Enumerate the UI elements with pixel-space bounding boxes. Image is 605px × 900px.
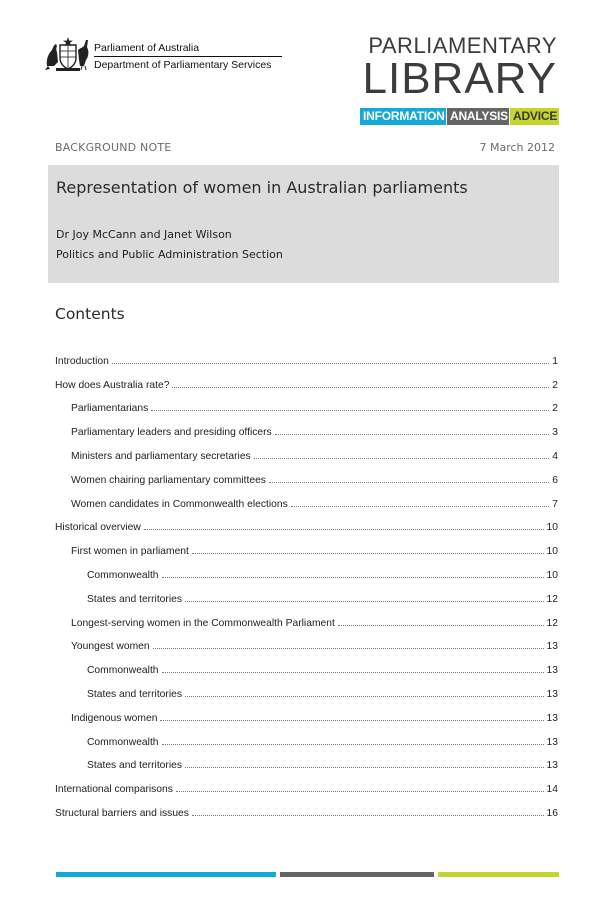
toc-entry-page: 4 — [552, 450, 558, 462]
toc-entry-title: Introduction — [55, 355, 109, 367]
note-type-label: BACKGROUND NOTE — [55, 141, 172, 154]
tag-information: INFORMATION — [360, 108, 446, 125]
org-divider — [94, 56, 282, 57]
toc-entry[interactable] — [55, 729, 558, 753]
toc-dot-leader — [160, 720, 543, 721]
toc-dot-leader — [176, 791, 544, 792]
title-panel — [48, 165, 559, 283]
toc-entry-page: 10 — [546, 546, 558, 558]
toc-entry-title: Longest-serving women in the Commonwealth Parliament — [71, 617, 335, 629]
toc-entry-page: 1 — [552, 355, 558, 367]
toc-entry[interactable] — [55, 467, 558, 491]
toc-dot-leader — [275, 434, 550, 435]
toc-dot-leader — [185, 601, 544, 602]
toc-entry-page: 16 — [546, 807, 558, 819]
toc-entry-page: 7 — [552, 498, 558, 510]
toc-entry-title: Women candidates in Commonwealth elections — [71, 498, 288, 510]
toc-dot-leader — [162, 577, 544, 578]
library-logo-line2: LIBRARY — [362, 54, 557, 103]
library-tagline — [359, 108, 559, 125]
toc-entry[interactable] — [55, 681, 558, 705]
toc-entry[interactable] — [55, 610, 558, 634]
toc-entry-page: 10 — [546, 569, 558, 581]
toc-dot-leader — [185, 767, 544, 768]
toc-dot-leader — [254, 458, 550, 459]
toc-entry-title: Commonwealth — [87, 569, 159, 581]
toc-entry-page: 13 — [546, 641, 558, 653]
toc-entry-page: 3 — [552, 427, 558, 439]
toc-entry[interactable] — [55, 396, 558, 420]
toc-dot-leader — [185, 696, 544, 697]
contents-heading: Contents — [55, 305, 125, 323]
toc-dot-leader — [112, 363, 549, 364]
toc-entry-title: Indigenous women — [71, 712, 158, 724]
toc-entry[interactable] — [55, 753, 558, 777]
library-logo-line1: PARLIAMENTARY — [368, 33, 557, 58]
toc-entry-page: 13 — [546, 665, 558, 677]
toc-entry-page: 12 — [546, 593, 558, 605]
toc-entry[interactable] — [55, 419, 558, 443]
table-of-contents — [55, 348, 558, 824]
toc-entry-title: States and territories — [87, 593, 183, 605]
toc-dot-leader — [291, 506, 550, 507]
toc-entry-page: 2 — [552, 403, 558, 415]
toc-dot-leader — [338, 625, 544, 626]
toc-entry[interactable] — [55, 800, 558, 824]
footer-bar-information — [56, 872, 276, 877]
toc-entry-page: 12 — [546, 617, 558, 629]
section-name: Politics and Public Administration Section — [56, 248, 283, 261]
toc-entry-title: Commonwealth — [87, 736, 159, 748]
toc-entry-title: Women chairing parliamentary committees — [71, 474, 266, 486]
toc-entry[interactable] — [55, 586, 558, 610]
toc-entry-title: Parliamentarians — [71, 403, 149, 415]
toc-dot-leader — [153, 648, 544, 649]
toc-entry-page: 10 — [546, 522, 558, 534]
toc-entry-title: Parliamentary leaders and presiding officers — [71, 427, 272, 439]
toc-entry[interactable] — [55, 515, 558, 539]
toc-entry[interactable] — [55, 657, 558, 681]
publication-date: 7 March 2012 — [479, 141, 555, 154]
toc-entry-page: 6 — [552, 474, 558, 486]
department-label: Department of Parliamentary Services — [94, 59, 272, 71]
toc-entry[interactable] — [55, 443, 558, 467]
tag-advice: ADVICE — [510, 108, 559, 125]
toc-entry-title: International comparisons — [55, 784, 173, 796]
toc-entry[interactable] — [55, 562, 558, 586]
toc-dot-leader — [162, 672, 544, 673]
toc-entry-title: States and territories — [87, 688, 183, 700]
parliamentary-library-logo — [362, 33, 558, 103]
toc-dot-leader — [192, 553, 544, 554]
document-title: Representation of women in Australian parliaments — [56, 178, 468, 197]
toc-entry[interactable] — [55, 776, 558, 800]
toc-entry-title: Ministers and parliamentary secretaries — [71, 450, 251, 462]
department-logo — [44, 36, 284, 76]
toc-entry-title: Commonwealth — [87, 665, 159, 677]
tag-analysis: ANALYSIS — [447, 108, 509, 125]
toc-entry-page: 13 — [546, 760, 558, 772]
toc-dot-leader — [172, 387, 549, 388]
toc-entry[interactable] — [55, 634, 558, 658]
parliament-of-australia-label: Parliament of Australia — [94, 42, 200, 54]
toc-entry-title: First women in parliament — [71, 546, 189, 558]
coat-of-arms-icon — [44, 36, 92, 72]
toc-dot-leader — [192, 815, 544, 816]
toc-entry-title: How does Australia rate? — [55, 379, 170, 391]
toc-entry[interactable] — [55, 491, 558, 515]
toc-entry-page: 14 — [546, 784, 558, 796]
toc-entry-title: Youngest women — [71, 641, 150, 653]
authors: Dr Joy McCann and Janet Wilson — [56, 228, 232, 241]
footer-bar-analysis — [280, 872, 434, 877]
toc-entry-title: Historical overview — [55, 522, 141, 534]
toc-entry-page: 13 — [546, 712, 558, 724]
toc-entry[interactable] — [55, 372, 558, 396]
toc-dot-leader — [151, 410, 549, 411]
toc-entry[interactable] — [55, 348, 558, 372]
toc-dot-leader — [144, 529, 544, 530]
toc-entry-page: 2 — [552, 379, 558, 391]
toc-dot-leader — [269, 482, 549, 483]
toc-entry-page: 13 — [546, 736, 558, 748]
footer-bar-advice — [438, 872, 559, 877]
toc-entry[interactable] — [55, 538, 558, 562]
toc-entry-title: Structural barriers and issues — [55, 807, 189, 819]
toc-entry-page: 13 — [546, 688, 558, 700]
toc-entry-title: States and territories — [87, 760, 183, 772]
toc-dot-leader — [162, 744, 544, 745]
toc-entry[interactable] — [55, 705, 558, 729]
footer-color-bars — [56, 872, 559, 877]
